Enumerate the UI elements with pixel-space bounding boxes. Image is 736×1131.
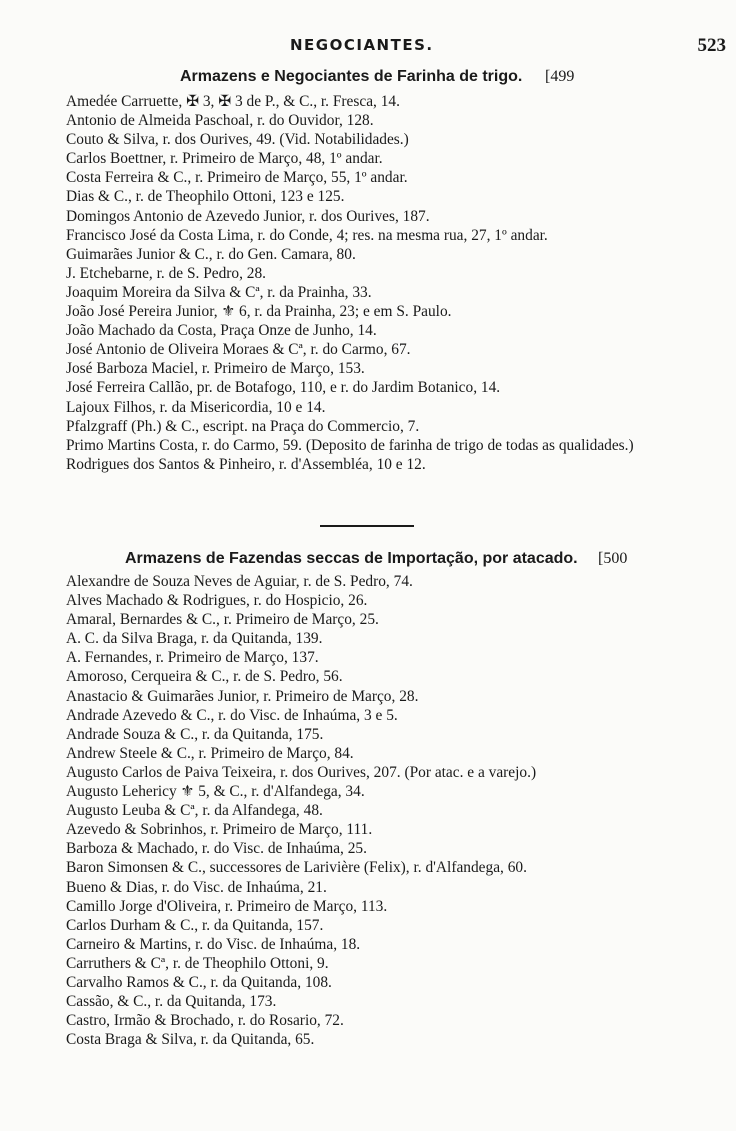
- list-item: Carruthers & Cª, r. de Theophilo Ottoni, 9.: [66, 954, 329, 972]
- list-item: Andrew Steele & C., r. Primeiro de Março, 84.: [66, 744, 354, 762]
- list-item: Francisco José da Costa Lima, r. do Conde, 4; res. na mesma rua, 27, 1º andar.: [66, 226, 548, 244]
- list-item: Alexandre de Souza Neves de Aguiar, r. de S. Pedro, 74.: [66, 573, 413, 590]
- list-item: Azevedo & Sobrinhos, r. Primeiro de Março, 111.: [66, 821, 373, 839]
- list-item: Carneiro & Martins, r. do Visc. de Inhaúma, 18.: [66, 935, 361, 953]
- section-divider: [320, 525, 414, 527]
- list-item: José Barboza Maciel, r. Primeiro de Março, 153.: [66, 360, 365, 378]
- list-item: Alves Machado & Rodrigues, r. do Hospicio, 26.: [66, 592, 368, 610]
- section-number: [500: [598, 550, 628, 567]
- list-item: Guimarães Junior & C., r. do Gen. Camara, 80.: [66, 245, 356, 263]
- list-item: Anastacio & Guimarães Junior, r. Primeiro de Março, 28.: [66, 687, 419, 705]
- entry-list-flour: [0, 92, 736, 474]
- list-item: Augusto Lehericy ⚜ 5, & C., r. d'Alfandega, 34.: [66, 783, 365, 801]
- list-item: Antonio de Almeida Paschoal, r. do Ouvidor, 128.: [66, 112, 374, 130]
- list-item: Amaral, Bernardes & C., r. Primeiro de Março, 25.: [66, 611, 379, 629]
- section-heading-flour: [0, 68, 736, 88]
- section-title: Armazens de Fazendas seccas de Importação, por atacado.: [125, 550, 578, 567]
- list-item: Joaquim Moreira da Silva & Cª, r. da Prainha, 33.: [66, 283, 372, 301]
- list-item: Amoroso, Cerqueira & C., r. de S. Pedro, 56.: [66, 668, 343, 686]
- entry-list-dry-goods: [0, 572, 736, 1049]
- list-item: Augusto Leuba & Cª, r. da Alfandega, 48.: [66, 802, 323, 820]
- list-item: Carvalho Ramos & C., r. da Quitanda, 108.: [66, 973, 332, 991]
- list-item: Costa Ferreira & C., r. Primeiro de Março, 55, 1º andar.: [66, 169, 408, 187]
- list-item: José Antonio de Oliveira Moraes & Cª, r. do Carmo, 67.: [66, 341, 411, 359]
- section-title: Armazens e Negociantes de Farinha de trigo.: [180, 68, 523, 85]
- list-item: Domingos Antonio de Azevedo Junior, r. dos Ourives, 187.: [66, 207, 430, 225]
- list-item: Cassão, & C., r. da Quitanda, 173.: [66, 993, 277, 1011]
- list-item: J. Etchebarne, r. de S. Pedro, 28.: [66, 264, 267, 282]
- list-item: Andrade Souza & C., r. da Quitanda, 175.: [66, 725, 324, 743]
- running-head: [0, 36, 736, 58]
- list-item: Carlos Boettner, r. Primeiro de Março, 48, 1º andar.: [66, 150, 383, 168]
- list-item: Castro, Irmão & Brochado, r. do Rosario, 72.: [66, 1012, 344, 1030]
- list-item: A. Fernandes, r. Primeiro de Março, 137.: [66, 649, 319, 667]
- section-heading-dry-goods: [0, 550, 736, 570]
- list-item: Andrade Azevedo & C., r. do Visc. de Inhaúma, 3 e 5.: [66, 706, 398, 724]
- list-item: Barboza & Machado, r. do Visc. de Inhaúma, 25.: [66, 840, 367, 858]
- list-item: Amedée Carruette, ✠ 3, ✠ 3 de P., & C., r. Fresca, 14.: [66, 93, 400, 110]
- list-item: José Ferreira Callão, pr. de Botafogo, 110, e r. do Jardim Botanico, 14.: [66, 379, 501, 397]
- list-item: Carlos Durham & C., r. da Quitanda, 157.: [66, 916, 324, 934]
- list-item: Camillo Jorge d'Oliveira, r. Primeiro de Março, 113.: [66, 897, 388, 915]
- list-item: João Machado da Costa, Praça Onze de Junho, 14.: [66, 322, 377, 340]
- list-item: Rodrigues dos Santos & Pinheiro, r. d'Assembléa, 10 e 12.: [66, 455, 426, 473]
- list-item: Pfalzgraff (Ph.) & C., escript. na Praça do Commercio, 7.: [66, 417, 420, 435]
- list-item: Dias & C., r. de Theophilo Ottoni, 123 e 125.: [66, 188, 345, 206]
- list-item: Bueno & Dias, r. do Visc. de Inhaúma, 21.: [66, 878, 327, 896]
- list-item: Primo Martins Costa, r. do Carmo, 59. (Deposito de farinha de trigo de todas as qualidades.): [66, 436, 634, 454]
- list-item: Augusto Carlos de Paiva Teixeira, r. dos Ourives, 207. (Por atac. e a varejo.): [66, 763, 537, 781]
- list-item: A. C. da Silva Braga, r. da Quitanda, 139.: [66, 630, 323, 648]
- running-title: NEGOCIANTES.: [290, 36, 434, 54]
- list-item: Couto & Silva, r. dos Ourives, 49. (Vid. Notabilidades.): [66, 131, 409, 149]
- list-item: Baron Simonsen & C., successores de Larivière (Felix), r. d'Alfandega, 60.: [66, 859, 527, 877]
- list-item: João José Pereira Junior, ⚜ 6, r. da Prainha, 23; e em S. Paulo.: [66, 303, 452, 321]
- list-item: Lajoux Filhos, r. da Misericordia, 10 e 14.: [66, 398, 326, 416]
- page-number: 523: [697, 35, 726, 56]
- list-item: Costa Braga & Silva, r. da Quitanda, 65.: [66, 1031, 315, 1049]
- section-number: [499: [545, 68, 575, 85]
